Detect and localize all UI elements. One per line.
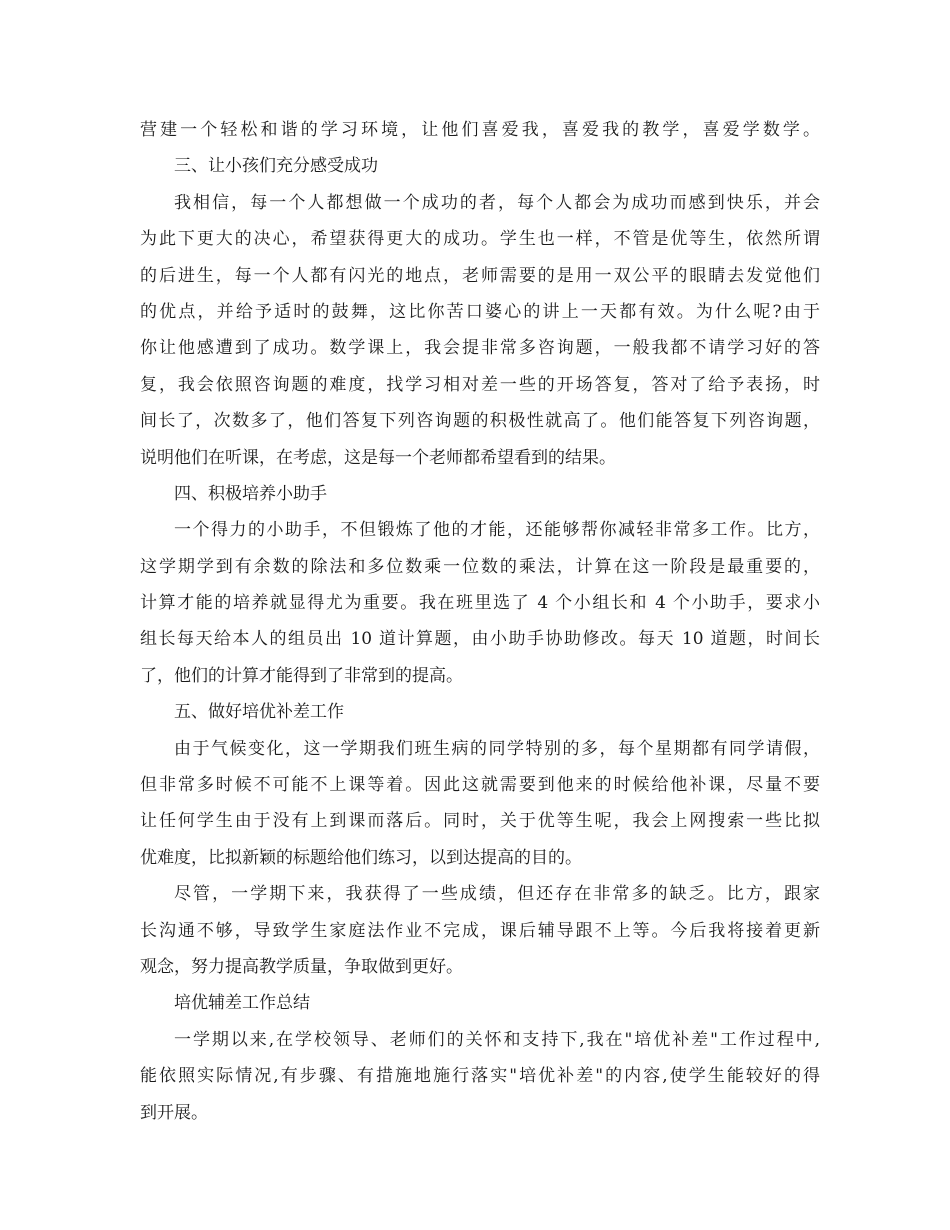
paragraph-line: 观念，努力提高教学质量，争取做到更好。	[140, 956, 463, 977]
paragraph-line: 的优点，并给予适时的鼓舞，这比你苦口婆心的讲上一天都有效。为什么呢?由于	[140, 301, 820, 322]
paragraph-line: 营建一个轻松和谐的学习环境，让他们喜爱我，喜爱我的教学，喜爱学数学。	[140, 120, 820, 140]
paragraph-line: 由于气候变化，这一学期我们班生病的同学特别的多，每个星期都有同学请假，	[174, 738, 820, 759]
paragraph-line: 组长每天给本人的组员出 10 道计算题，由小助手协助修改。每天 10 道题，时间长	[140, 629, 820, 650]
paragraph-line: 一个得力的小助手，不但锻炼了他的才能，还能够帮你减轻非常多工作。比方，	[174, 520, 820, 541]
section-heading-5: 五、做好培优补差工作	[174, 702, 344, 723]
paragraph-line: 说明他们在听课，在考虑，这是每一个老师都希望看到的结果。	[140, 447, 616, 468]
paragraph-line: 了，他们的计算才能得到了非常到的提高。	[140, 665, 463, 686]
paragraph-line: 能依照实际情况,有步骤、有措施地施行落实"培优补差"的内容,使学生能较好的得	[140, 1066, 820, 1087]
paragraph-line: 计算才能的培养就显得尤为重要。我在班里选了 4 个小组长和 4 个小助手，要求小	[140, 593, 820, 614]
paragraph-line: 为此下更大的决心，希望获得更大的成功。学生也一样，不管是优等生，依然所谓	[140, 229, 820, 250]
section-heading-4: 四、积极培养小助手	[174, 483, 327, 504]
paragraph-line: 的后进生，每一个人都有闪光的地点，老师需要的是用一双公平的眼睛去发觉他们	[140, 265, 820, 286]
paragraph-line: 到开展。	[140, 1102, 208, 1123]
paragraph-line: 这学期学到有余数的除法和多位数乘一位数的乘法，计算在这一阶段是最重要的，	[140, 556, 820, 577]
document-page	[140, 112, 820, 1131]
paragraph-line: 尽管，一学期下来，我获得了一些成绩，但还存在非常多的缺乏。比方，跟家	[174, 884, 820, 905]
paragraph-line: 复，我会依照咨询题的难度，找学习相对差一些的开场答复，答对了给予表扬，时	[140, 374, 820, 395]
section-heading-3: 三、让小孩们充分感受成功	[174, 156, 378, 177]
paragraph-line: 间长了，次数多了，他们答复下列咨询题的积极性就高了。他们能答复下列咨询题，	[140, 411, 820, 432]
paragraph-line: 长沟通不够，导致学生家庭法作业不完成，课后辅导跟不上等。今后我将接着更新	[140, 920, 820, 941]
paragraph-line: 一学期以来,在学校领导、老师们的关怀和支持下,我在"培优补差"工作过程中,	[174, 1029, 820, 1050]
section-title: 培优辅差工作总结	[174, 993, 310, 1014]
paragraph-line: 但非常多时候不可能不上课等着。因此这就需要到他来的时候给他补课，尽量不要	[140, 775, 820, 796]
paragraph-line: 让任何学生由于没有上到课而落后。同时，关于优等生呢，我会上网搜索一些比拟	[140, 811, 820, 832]
paragraph-line: 你让他感遭到了成功。数学课上，我会提非常多咨询题，一般我都不请学习好的答	[140, 338, 820, 359]
paragraph-line: 我相信，每一个人都想做一个成功的者，每个人都会为成功而感到快乐，并会	[174, 192, 820, 213]
paragraph-line: 优难度，比拟新颖的标题给他们练习，以到达提高的目的。	[140, 847, 582, 868]
